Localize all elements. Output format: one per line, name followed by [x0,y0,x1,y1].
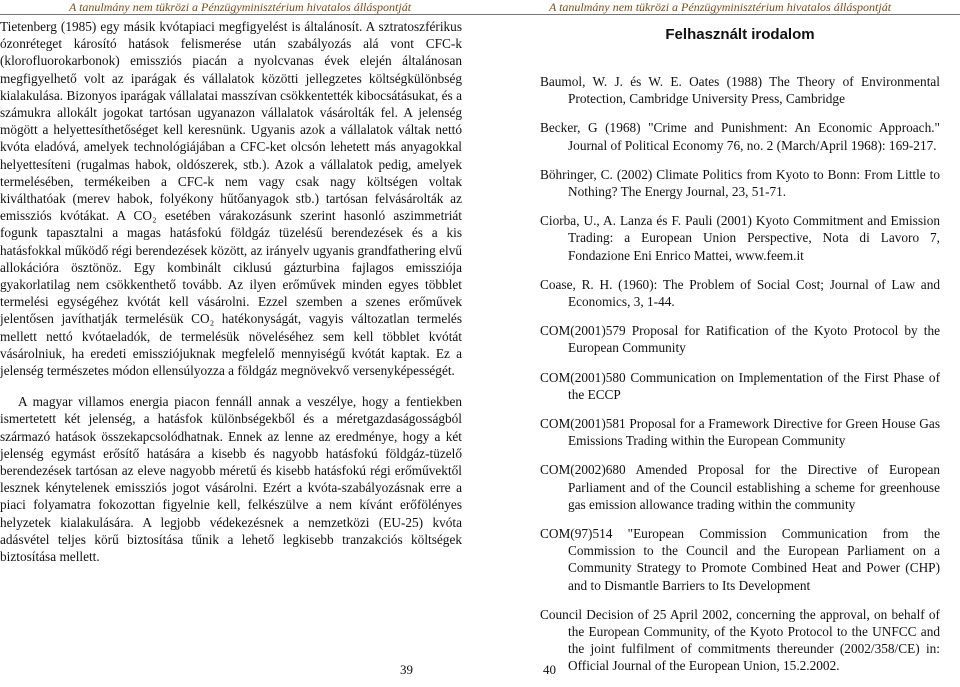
reference-item: COM(97)514 "European Commission Communication from the Commission to the Council and the European Parliament on a Community Strategy to Promote Combined Heat and Power (CHP) and to Dismantle Barriers to Its Development [540,526,940,593]
page-number-left: 39 [400,662,413,677]
reference-item: Becker, G (1968) "Crime and Punishment: An Economic Approach." Journal of Political Economy 76, no. 2 (March/April 1968): 169-217. [540,120,940,153]
reference-list [540,73,940,675]
references-title: Felhasznált irodalom [665,26,815,43]
reference-item: Böhringer, C. (2002) Climate Politics from Kyoto to Bonn: From Little to Nothing? The Energy Journal, 23, 51-71. [540,166,940,200]
reference-item: Coase, R. H. (1960): The Problem of Social Cost; Journal of Law and Economics, 3, 1-44. [540,276,940,310]
right-column [540,18,960,687]
reference-item: Ciorba, U., A. Lanza és F. Pauli (2001) Kyoto Commitment and Emission Trading: a European Union Perspective, Nota di Lavoro 7, Fondazione Eni Enrico Mattei, www.feem.it [540,213,940,263]
running-header-right: A tanulmány nem tükrözi a Pénzügyminisztérium hivatalos álláspontját [480,0,960,15]
body-paragraph-1: Tietenberg (1985) egy másik kvótapiaci megfigyelést is általánosít. A sztratoszférikus ózonréteget károsító hatások felismerése után szabályozás alá vont CFC-k (klorofluorokarbonok) emissziós piacán a nyolcvanas évek elején általánosan megfigyelhető volt az iparágak és vállalatok közötti jellegzetes költségkülönbség kialakulása. Bizonyos iparágak vállalatai masszívan csökkentették kibocsátásukat, és a számukra allokált jogokat tartósan ugyanazon vállalatok vásárolták fel. A jelenség mögött a helyettesíthetőséget kell keresnünk. Ugyanis azok a vállalatok váltak nettó kvóta eladóvá, amelyek technológiájában a CFC-ket olcsón lehetett más anyagokkal helyettesíteni (rugalmas habok, oldószerek, stb.). Azok a vállalatok pedig, amelyek termelésében, termékeiben a CFC-k nem vagy csak nagy költségen voltak kiválthatóak (merev habok, folyékony hűtőanyagok stb.) tartósan felvásárolták az emissziós kvótákat. A CO₂ esetében várakozásunk szerint hasonló aszimmetriát fogunk tapasztalni a magas hatásfokú földgáz tüzelésű berendezések és a kis hatásfokkal működő régi berendezések között, az irányelv ugyanis grandfathering elvű allokációra ösztönöz. Egy kombinált ciklusú gázturbina fajlagos emissziója gyakorlatilag nem csökkenthető tovább. Az ilyen erőművek minden egyes többlet termelési egységéhez kvótát kell vásárolni. Ezzel szemben a szenes erőművek jelentősen javíthatják termelésük CO₂ hatékonyságát, vagyis változatlan termelés mellett nettó kvótaeladók, de termelésük növeléséhez sem kell többlet kvótát vásárolniuk, ha eredeti emissziójuknak megfelelő mennyiségű kvótát kaptak. Ez a jelenség természetes módon ellensúlyozza a földgáz megnövekvő versenyképességét. [0,19,462,379]
reference-item: COM(2001)580 Communication on Implementation of the First Phase of the ECCP [540,369,940,402]
reference-item: COM(2001)579 Proposal for Ratification of the Kyoto Protocol by the European Community [540,323,940,356]
left-column [0,18,462,565]
left-page [0,0,480,682]
page-number-right: 40 [543,662,556,677]
body-paragraph-2: A magyar villamos energia piacon fennáll annak a veszélye, hogy a fentiekben ismertetett két jelenség, a hatásfok különbségekből és a méretgazdaságosságból származó hatások összekapcsolódhatnak. Ennek az lenne az eredménye, hogy a két jelenség egymást erősítő hatására a kisebb és nagyobb hatásfokú földgáz-tüzelő berendezések tartósan az eleve nagyobb méretű és kisebb hatásfokú régi erőművektől lesznek kénytelenek emissziós jogot vásárolni. Ezért a kvóta-szabályozásnak erre a piaci folyamatra fokozottan figyelnie kell, felkészülve a nem kívánt erőfölényes helyzetek kialakulására. A legjobb védekezésnek a nemzetközi (EU-25) kvóta adásvétel teljes körű biztosítása tűnik a lehető legkisebb tranzakciós költségek biztosítása mellett. [0,394,462,565]
running-header-left: A tanulmány nem tükrözi a Pénzügyminisztérium hivatalos álláspontját [0,0,480,15]
reference-item: COM(2001)581 Proposal for a Framework Directive for Green House Gas Emissions Trading within the European Community [540,416,940,449]
reference-item: COM(2002)680 Amended Proposal for the Directive of European Parliament and of the Council establishing a scheme for greenhouse gas emission allowance trading within the community [540,462,940,512]
reference-item: Baumol, W. J. és W. E. Oates (1988) The Theory of Environmental Protection, Cambridge University Press, Cambridge [540,74,940,107]
right-page [480,0,960,682]
reference-item: Council Decision of 25 April 2002, concerning the approval, on behalf of the European Community, of the Kyoto Protocol to the UNFCC and the joint fulfilment of commitments thereunder (2002/358/CE) in: Official Journal of the European Union, 15.2.2002. [540,606,940,674]
